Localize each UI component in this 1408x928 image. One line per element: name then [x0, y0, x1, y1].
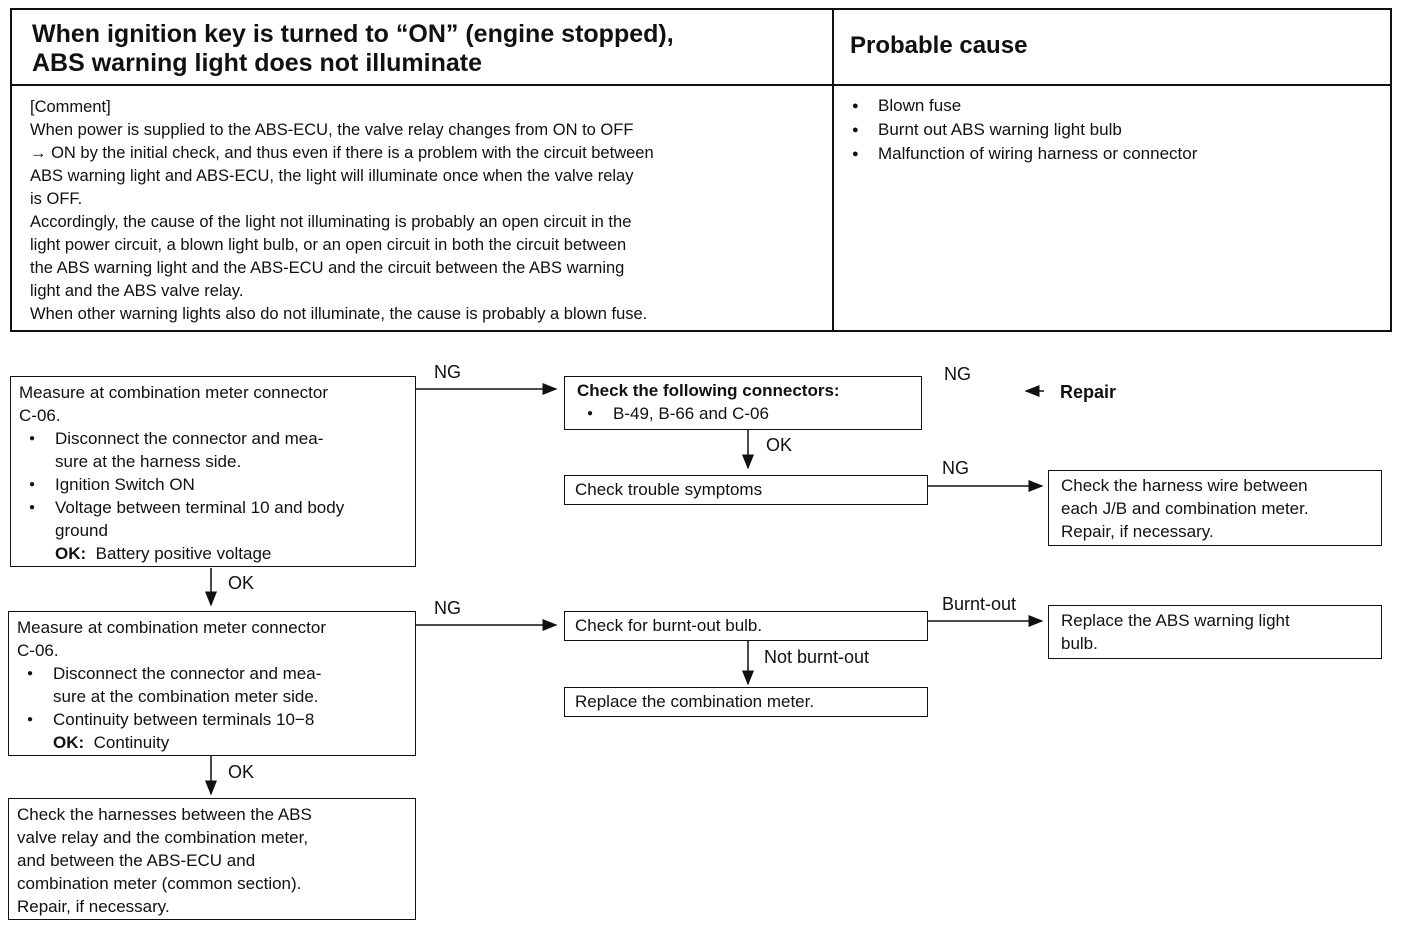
- ok-label: OK:: [53, 733, 85, 752]
- check-trouble-symptoms-box: [564, 475, 928, 505]
- label-ng: NG: [434, 598, 461, 618]
- comment-label: [Comment]: [30, 98, 111, 116]
- box-text: each J/B and combination meter.: [1061, 499, 1309, 518]
- repair-action: Repair: [1060, 382, 1117, 402]
- box-text: C-06.: [19, 406, 61, 425]
- box-bullet-continuation: sure at the combination meter side.: [53, 687, 319, 706]
- box-bullets: [19, 427, 407, 542]
- box-bullet: ● Ignition Switch ON: [19, 473, 407, 496]
- label-not-burnt-out: Not burnt-out: [764, 647, 870, 667]
- box-text: valve relay and the combination meter,: [17, 828, 309, 847]
- comment-line: light and the ABS valve relay.: [30, 282, 244, 300]
- comment-line: When other warning lights also do not illuminate, the cause is probably a blown fuse.: [30, 305, 648, 323]
- box-text: Replace the ABS warning light: [1061, 611, 1290, 630]
- check-burnt-out-bulb-box: [564, 611, 928, 641]
- box-text: Check the harness wire between: [1061, 476, 1308, 495]
- box-bullet-continuation: ground: [55, 521, 108, 540]
- cause-item: ● Blown fuse: [848, 94, 1378, 118]
- connectors-list: [577, 402, 909, 425]
- box-text: C-06.: [17, 641, 59, 660]
- measure-voltage-box: [10, 376, 416, 567]
- check-harnesses-box: [8, 798, 416, 920]
- title-line-1: When ignition key is turned to “ON” (engine stopped),: [32, 20, 674, 48]
- comment-line: the ABS warning light and the ABS-ECU and the circuit between the ABS warning: [30, 259, 625, 277]
- box-bullets: [17, 662, 407, 731]
- label-ng: NG: [434, 362, 461, 382]
- ok-criterion: [19, 542, 407, 565]
- check-harness-wire-box: [1048, 470, 1382, 546]
- box-text: bulb.: [1061, 634, 1098, 653]
- box-bullet: ● Continuity between terminals 10−8: [17, 708, 407, 731]
- cause-item: ● Burnt out ABS warning light bulb: [848, 118, 1378, 142]
- cause-item: ● Malfunction of wiring harness or connector: [848, 142, 1378, 166]
- box-text: Measure at combination meter connector: [19, 383, 328, 402]
- comment-line: Accordingly, the cause of the light not illuminating is probably an open circuit in the: [30, 213, 632, 231]
- probable-cause-heading: Probable cause: [850, 32, 1028, 59]
- box-bullet: ● Disconnect the connector and mea-: [17, 662, 407, 685]
- comment-line: light power circuit, a blown light bulb, or an open circuit in both the circuit between: [30, 236, 627, 254]
- label-ng: NG: [942, 458, 969, 478]
- box-text: Repair, if necessary.: [17, 897, 170, 916]
- box-bullet-continuation: sure at the harness side.: [55, 452, 242, 471]
- box-text: Repair, if necessary.: [1061, 522, 1214, 541]
- label-ok: OK: [766, 435, 793, 455]
- connector-item: ● B-49, B-66 and C-06: [577, 402, 909, 425]
- title-line-2: ABS warning light does not illuminate: [32, 49, 483, 77]
- box-bullet: ● Voltage between terminal 10 and body: [19, 496, 407, 519]
- replace-warning-bulb-box: [1048, 605, 1382, 659]
- box-text: Measure at combination meter connector: [17, 618, 326, 637]
- label-ok: OK: [228, 573, 255, 593]
- comment-line: → ON by the initial check, and thus even if there is a problem with the circuit between: [30, 144, 654, 162]
- ok-label: OK:: [55, 544, 87, 563]
- comment-line: is OFF.: [30, 190, 83, 208]
- box-text: Check trouble symptoms: [575, 480, 763, 499]
- measure-continuity-box: [8, 611, 416, 756]
- ok-value: Continuity: [93, 733, 170, 752]
- label-burnt-out: Burnt-out: [942, 594, 1017, 614]
- box-text: combination meter (common section).: [17, 874, 302, 893]
- box-text: and between the ABS-ECU and: [17, 851, 256, 870]
- check-connectors-box: [564, 376, 922, 430]
- comment-line: ABS warning light and ABS-ECU, the light will illuminate once when the valve relay: [30, 167, 634, 185]
- box-text: Check for burnt-out bulb.: [575, 616, 763, 635]
- comment-line: When power is supplied to the ABS-ECU, the valve relay changes from ON to OFF: [30, 121, 634, 139]
- connectors-title: Check the following connectors:: [577, 381, 840, 400]
- ok-criterion: [17, 731, 407, 754]
- replace-combination-meter-box: [564, 687, 928, 717]
- box-bullet: ● Disconnect the connector and mea-: [19, 427, 407, 450]
- ok-value: Battery positive voltage: [95, 544, 272, 563]
- label-ok: OK: [228, 762, 255, 782]
- label-ng: NG: [944, 364, 971, 384]
- box-text: Replace the combination meter.: [575, 692, 815, 711]
- box-text: Check the harnesses between the ABS: [17, 805, 312, 824]
